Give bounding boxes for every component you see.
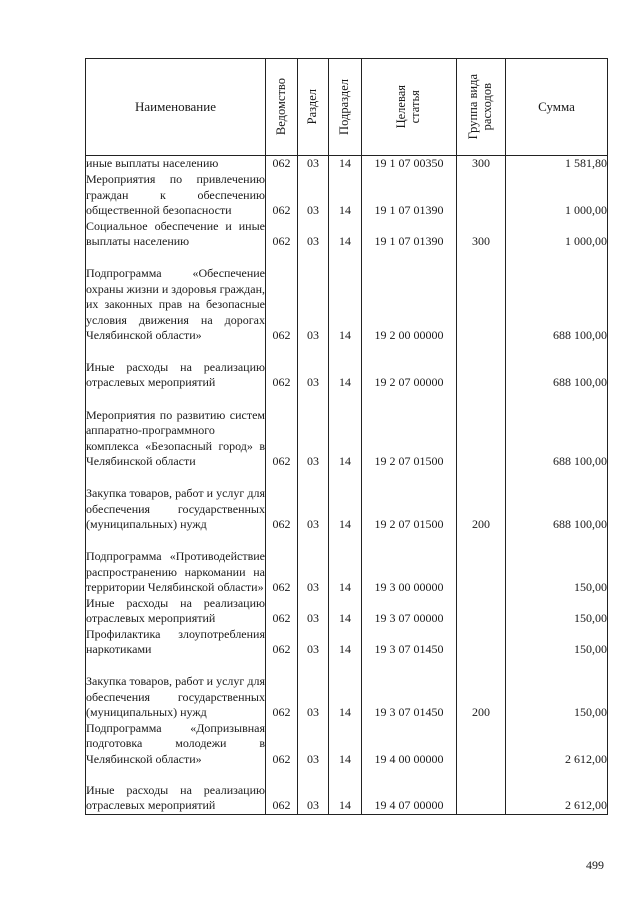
row-sum: 150,00	[506, 658, 608, 721]
row-subsection: 14	[329, 470, 362, 533]
row-expense-group	[457, 344, 506, 391]
row-target: 19 1 07 01390	[362, 219, 457, 250]
row-subsection: 14	[329, 767, 362, 814]
row-sum: 150,00	[506, 627, 608, 658]
row-subsection: 14	[329, 658, 362, 721]
row-sum: 2 612,00	[506, 767, 608, 814]
row-expense-group	[457, 533, 506, 596]
row-expense-group: 200	[457, 658, 506, 721]
table-row	[86, 344, 608, 391]
row-expense-group	[457, 391, 506, 470]
row-name: Иные расходы на реализацию отраслевых мероприятий	[86, 344, 266, 391]
row-sum: 688 100,00	[506, 391, 608, 470]
row-subsection: 14	[329, 250, 362, 344]
row-dept: 062	[266, 627, 298, 658]
row-dept: 062	[266, 156, 298, 172]
row-section: 03	[298, 156, 329, 172]
row-subsection: 14	[329, 533, 362, 596]
page-number: 499	[586, 858, 604, 872]
table-row	[86, 627, 608, 658]
row-dept: 062	[266, 250, 298, 344]
row-section: 03	[298, 767, 329, 814]
row-subsection: 14	[329, 156, 362, 172]
row-target: 19 2 07 00000	[362, 344, 457, 391]
row-name: Подпрограмма «Обеспечение охраны жизни и здоровья граждан, их законных прав на безопасные условия движения на дорогах Челябинской области»	[86, 250, 266, 344]
row-target: 19 4 07 00000	[362, 767, 457, 814]
row-name: Мероприятия по привлечению граждан к обеспечению общественной безопасности	[86, 172, 265, 217]
row-expense-group	[457, 721, 506, 768]
row-dept: 062	[266, 470, 298, 533]
table-row	[86, 596, 608, 627]
row-section: 03	[298, 219, 329, 250]
table-row	[86, 172, 608, 219]
row-expense-group: 300	[457, 219, 506, 250]
row-expense-group: 300	[457, 156, 506, 172]
row-subsection: 14	[329, 627, 362, 658]
row-target: 19 2 07 01500	[362, 470, 457, 533]
table-row	[86, 470, 608, 533]
row-target: 19 2 00 00000	[362, 250, 457, 344]
column-header-dept: Ведомство	[266, 59, 298, 156]
table-row	[86, 156, 608, 172]
row-section: 03	[298, 596, 329, 627]
row-sum: 150,00	[506, 533, 608, 596]
row-sum: 688 100,00	[506, 250, 608, 344]
row-section: 03	[298, 172, 329, 219]
row-subsection: 14	[329, 172, 362, 219]
row-name: Закупка товаров, работ и услуг для обеспечения государственных (муниципальных) нужд	[86, 470, 266, 533]
table-row	[86, 219, 608, 250]
row-name: иные выплаты населению	[86, 156, 266, 172]
row-sum: 2 612,00	[506, 721, 608, 768]
table-row	[86, 391, 608, 470]
row-subsection: 14	[329, 721, 362, 768]
row-section: 03	[298, 344, 329, 391]
row-section: 03	[298, 470, 329, 533]
column-header-subsection: Подраздел	[329, 59, 362, 156]
row-dept: 062	[266, 721, 298, 768]
row-dept: 062	[266, 344, 298, 391]
row-expense-group	[457, 596, 506, 627]
row-name: Профилактика злоупотребления наркотиками	[86, 626, 265, 656]
row-sum: 150,00	[506, 596, 608, 627]
row-dept: 062	[266, 172, 298, 219]
row-sum: 688 100,00	[506, 470, 608, 533]
row-subsection: 14	[329, 391, 362, 470]
column-header-name: Наименование	[86, 59, 266, 156]
row-name: Подпрограмма «Противодействие распространению наркомании на территории Челябинской области»	[86, 533, 266, 596]
row-dept: 062	[266, 596, 298, 627]
row-target: 19 4 00 00000	[362, 721, 457, 768]
table-body	[86, 156, 608, 815]
row-sum: 1 000,00	[506, 219, 608, 250]
row-expense-group	[457, 172, 506, 219]
row-target: 19 2 07 01500	[362, 391, 457, 470]
row-target: 19 3 07 01450	[362, 627, 457, 658]
row-dept: 062	[266, 658, 298, 721]
row-expense-group	[457, 627, 506, 658]
column-header-target: Целевая статья	[362, 59, 457, 156]
row-section: 03	[298, 250, 329, 344]
table-row	[86, 767, 608, 814]
row-subsection: 14	[329, 344, 362, 391]
row-dept: 062	[266, 391, 298, 470]
row-name: Закупка товаров, работ и услуг для обеспечения государственных (муниципальных) нужд	[86, 658, 266, 721]
row-name: Социальное обеспечение и иные выплаты населению	[86, 218, 265, 248]
column-header-expense-group: Группа вида расходов	[457, 59, 506, 156]
row-sum: 688 100,00	[506, 344, 608, 391]
row-name: Иные расходы на реализацию отраслевых мероприятий	[86, 767, 266, 814]
row-section: 03	[298, 391, 329, 470]
budget-table	[85, 58, 608, 815]
row-sum: 1 000,00	[506, 172, 608, 219]
row-subsection: 14	[329, 596, 362, 627]
table-row	[86, 721, 608, 768]
row-target: 19 1 07 01390	[362, 172, 457, 219]
row-target: 19 3 07 01450	[362, 658, 457, 721]
row-name: Подпрограмма «Допризывная подготовка молодежи в Челябинской области»	[86, 720, 265, 766]
row-section: 03	[298, 627, 329, 658]
row-section: 03	[298, 533, 329, 596]
row-section: 03	[298, 658, 329, 721]
row-section: 03	[298, 721, 329, 768]
row-target: 19 3 07 00000	[362, 596, 457, 627]
row-subsection: 14	[329, 219, 362, 250]
row-dept: 062	[266, 219, 298, 250]
table-row	[86, 250, 608, 344]
row-target: 19 1 07 00350	[362, 156, 457, 172]
table-row	[86, 658, 608, 721]
table-header-row	[86, 59, 608, 156]
row-expense-group	[457, 767, 506, 814]
row-name: Мероприятия по развитию систем аппаратно-программного комплекса «Безопасный город» в Челябинской области	[86, 391, 266, 470]
row-dept: 062	[266, 767, 298, 814]
row-target: 19 3 00 00000	[362, 533, 457, 596]
row-expense-group	[457, 250, 506, 344]
table-row	[86, 533, 608, 596]
column-header-sum: Сумма	[506, 59, 608, 156]
row-expense-group: 200	[457, 470, 506, 533]
row-sum: 1 581,80	[506, 156, 608, 172]
row-dept: 062	[266, 533, 298, 596]
column-header-section: Раздел	[298, 59, 329, 156]
row-name: Иные расходы на реализацию отраслевых мероприятий	[86, 595, 265, 625]
